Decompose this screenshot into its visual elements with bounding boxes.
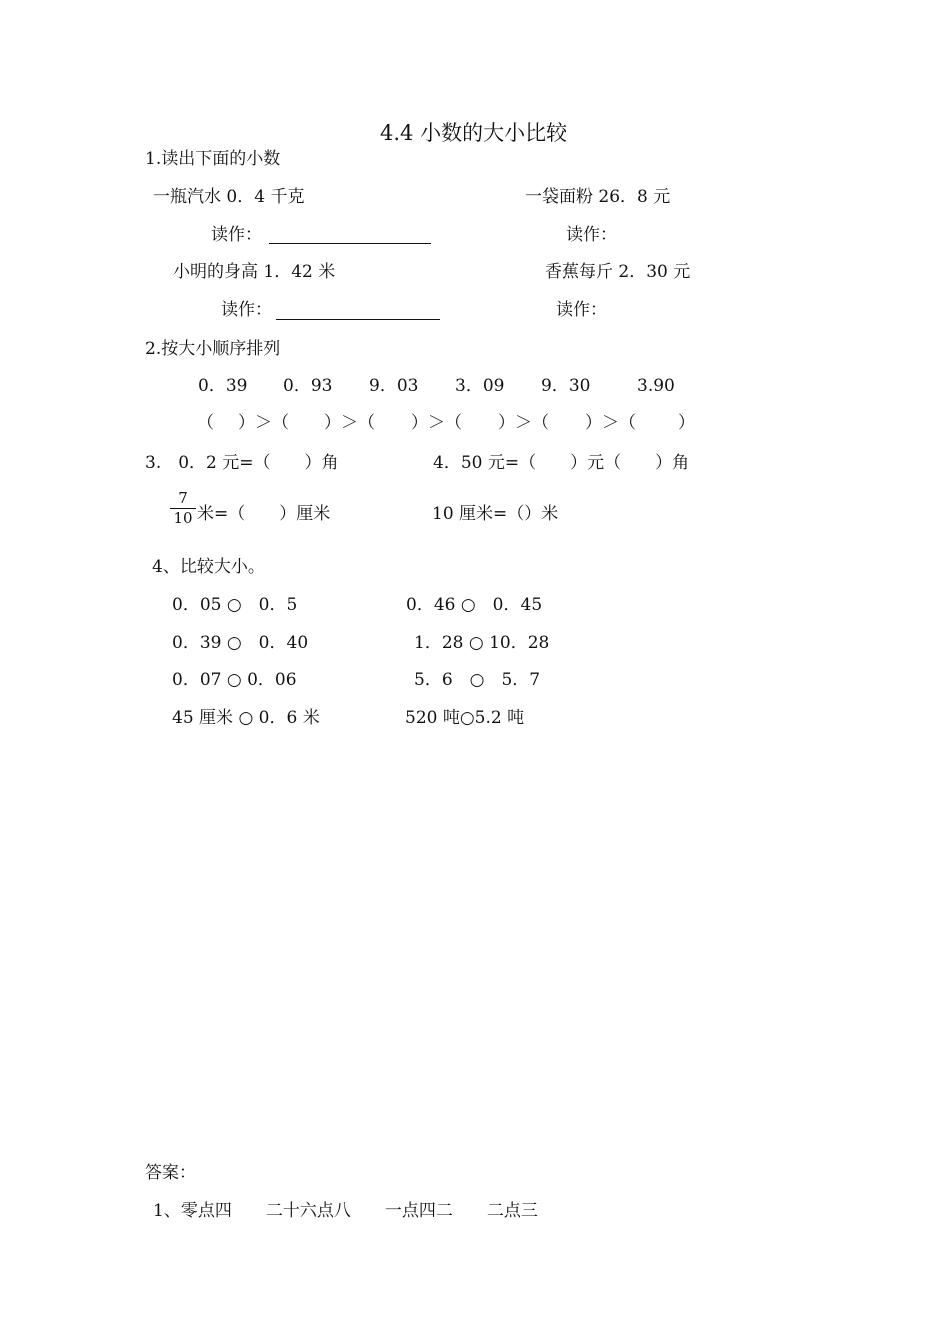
q2-number: 3．09 [455,376,505,396]
q2-slot: （ [197,413,214,433]
q4-compare: 45 厘米 ○ 0．6 米 [172,708,320,728]
q2-slot: ）＞（ [585,413,636,433]
q2-slot: ）＞（ [238,413,289,433]
q2-number: 9．30 [541,376,591,396]
q2-slot: ） [678,413,695,433]
q3-meter-to-cm: 米=（ ）厘米 [197,504,331,524]
q4-compare: 520 吨○5.2 吨 [405,708,525,728]
q2-slot: ）＞（ [324,413,375,433]
q1-read-label-4: 读作： [556,300,607,320]
q4-compare: 1．28 ○ 10．28 [414,633,550,653]
answers-line-1: 1、零点四 二十六点八 一点四二 二点三 [153,1201,538,1221]
q3-yuan-split: 4．50 元=（ ）元（ ）角 [433,453,690,473]
q4-compare: 0．39 ○ 0．40 [172,633,309,653]
page-title: 4.4 小数的大小比较 [380,121,568,145]
q2-heading: 2.按大小顺序排列 [145,339,281,359]
q1-item-flour: 一袋面粉 26．8 元 [525,187,671,207]
answers-heading: 答案： [145,1163,196,1183]
q1-read-label-1: 读作： [211,225,262,245]
q4-heading: 4、比较大小。 [152,557,265,577]
q3-fraction [170,490,196,527]
q1-item-soda: 一瓶汽水 0．4 千克 [153,187,305,207]
q2-slot: ）＞（ [411,413,462,433]
q3-cm-to-meter: 10 厘米=（）米 [432,504,559,524]
q2-number: 0．93 [283,376,333,396]
q1-item-height: 小明的身高 1．42 米 [173,262,336,282]
q2-number: 9．03 [369,376,419,396]
q4-compare: 0．46 ○ 0．45 [406,595,543,615]
q1-answer-line-3 [276,319,440,320]
q1-read-label-2: 读作： [566,225,617,245]
q2-number: 3.90 [637,376,675,396]
q3-yuan-to-jiao: 3. 0．2 元=（ ）角 [145,453,339,473]
q4-compare: 0．07 ○ 0．06 [172,670,297,690]
q1-answer-line-1 [269,243,431,244]
q1-heading: 1.读出下面的小数 [145,149,281,169]
q3-fraction-denominator: 10 [173,509,193,527]
q3-fraction-numerator: 7 [178,489,188,507]
q4-compare: 0．05 ○ 0．5 [172,595,298,615]
q2-slot: ）＞（ [498,413,549,433]
q1-item-banana: 香蕉每斤 2．30 元 [545,262,691,282]
q2-number: 0．39 [198,376,248,396]
q4-compare: 5．6 ○ 5．7 [414,670,541,690]
q1-read-label-3: 读作： [221,300,272,320]
